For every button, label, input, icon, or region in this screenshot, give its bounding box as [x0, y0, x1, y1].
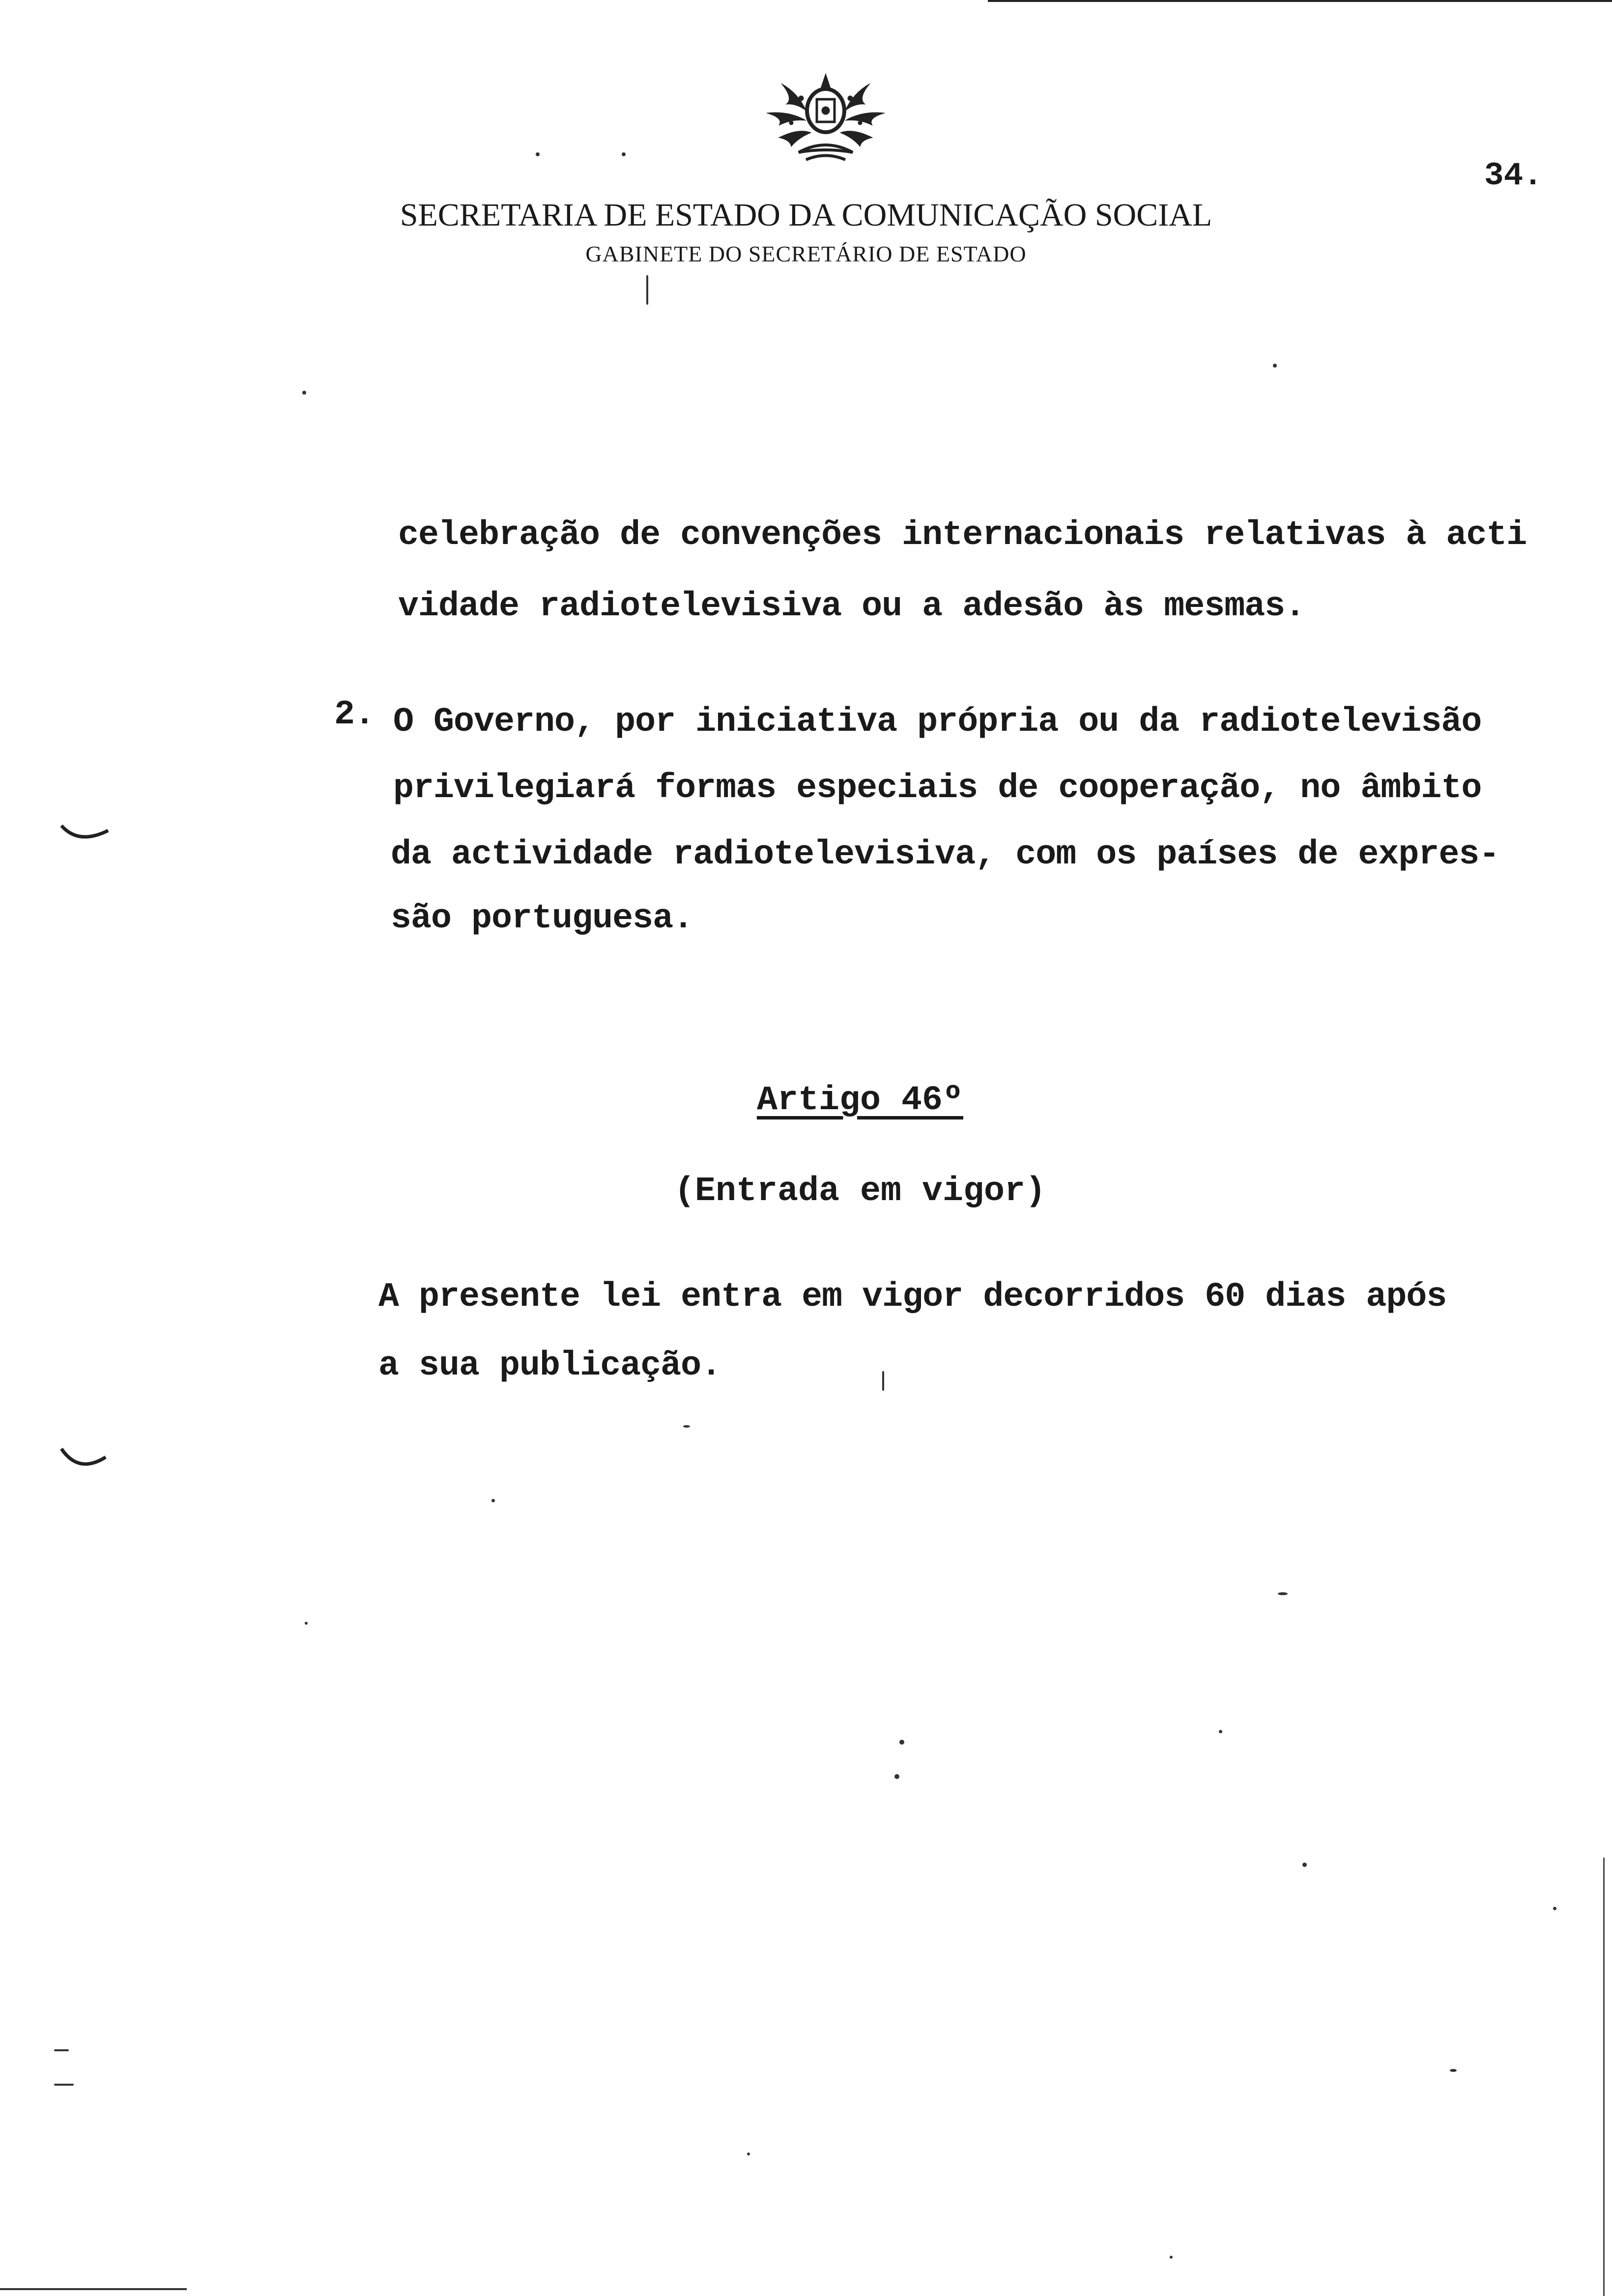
letterhead-subtitle: GABINETE DO SECRETÁRIO DE ESTADO — [585, 241, 1027, 266]
scan-speck — [1278, 1592, 1288, 1595]
paragraph-3-line-1: A presente lei entra em vigor decorridos 60 dias após — [378, 1278, 1447, 1317]
margin-tick-mark — [59, 1445, 113, 1479]
scan-speck — [899, 1740, 904, 1745]
scan-speck — [302, 391, 306, 395]
scan-speck — [536, 152, 540, 156]
paragraph-2-line-1: O Governo, por iniciativa própria ou da radiotelevisão — [393, 703, 1482, 742]
scan-speck — [1219, 1730, 1222, 1733]
scan-speck — [305, 1622, 308, 1625]
scan-speck — [882, 1371, 884, 1391]
scan-speck — [491, 1499, 495, 1502]
scan-edge-top — [988, 0, 1612, 2]
scan-speck — [54, 2049, 69, 2051]
scan-edge-bottom — [0, 2288, 187, 2290]
scan-speck — [894, 1774, 899, 1779]
paragraph-2-line-3: da actividade radiotelevisiva, com os países de expres- — [391, 835, 1499, 874]
coat-of-arms-icon — [752, 64, 899, 167]
scan-speck — [1450, 2069, 1457, 2072]
paragraph-3-line-2: a sua publicação. — [378, 1347, 721, 1385]
article-subtitle: (Entrada em vigor) — [674, 1172, 1046, 1211]
paragraph-2-line-2: privilegiará formas especiais de cooperação, no âmbito — [393, 769, 1482, 808]
article-title: Artigo 46º — [756, 1081, 964, 1120]
scan-speck — [1170, 2256, 1173, 2259]
letterhead-title: SECRETARIA DE ESTADO DA COMUNICAÇÃO SOCIAL — [400, 197, 1212, 233]
paragraph-2-number: 2. — [334, 695, 375, 734]
scan-speck — [622, 152, 626, 156]
scan-speck — [646, 275, 648, 305]
scan-speck — [1273, 364, 1277, 368]
scan-speck — [1553, 1907, 1556, 1910]
scan-edge-right — [1603, 1858, 1605, 2296]
margin-tick-mark — [59, 821, 113, 850]
scan-speck — [747, 2152, 750, 2155]
paragraph-1-line-1: celebração de convenções internacionais relativas à acti — [398, 516, 1527, 555]
paragraph-1-line-2: vidade radiotelevisiva ou a adesão às mesmas. — [398, 587, 1305, 626]
scan-speck — [683, 1425, 690, 1428]
scan-speck — [54, 2084, 74, 2086]
paragraph-2-line-4: são portuguesa. — [391, 899, 693, 938]
page-number: 34. — [1484, 157, 1543, 194]
scan-speck — [1302, 1863, 1307, 1867]
